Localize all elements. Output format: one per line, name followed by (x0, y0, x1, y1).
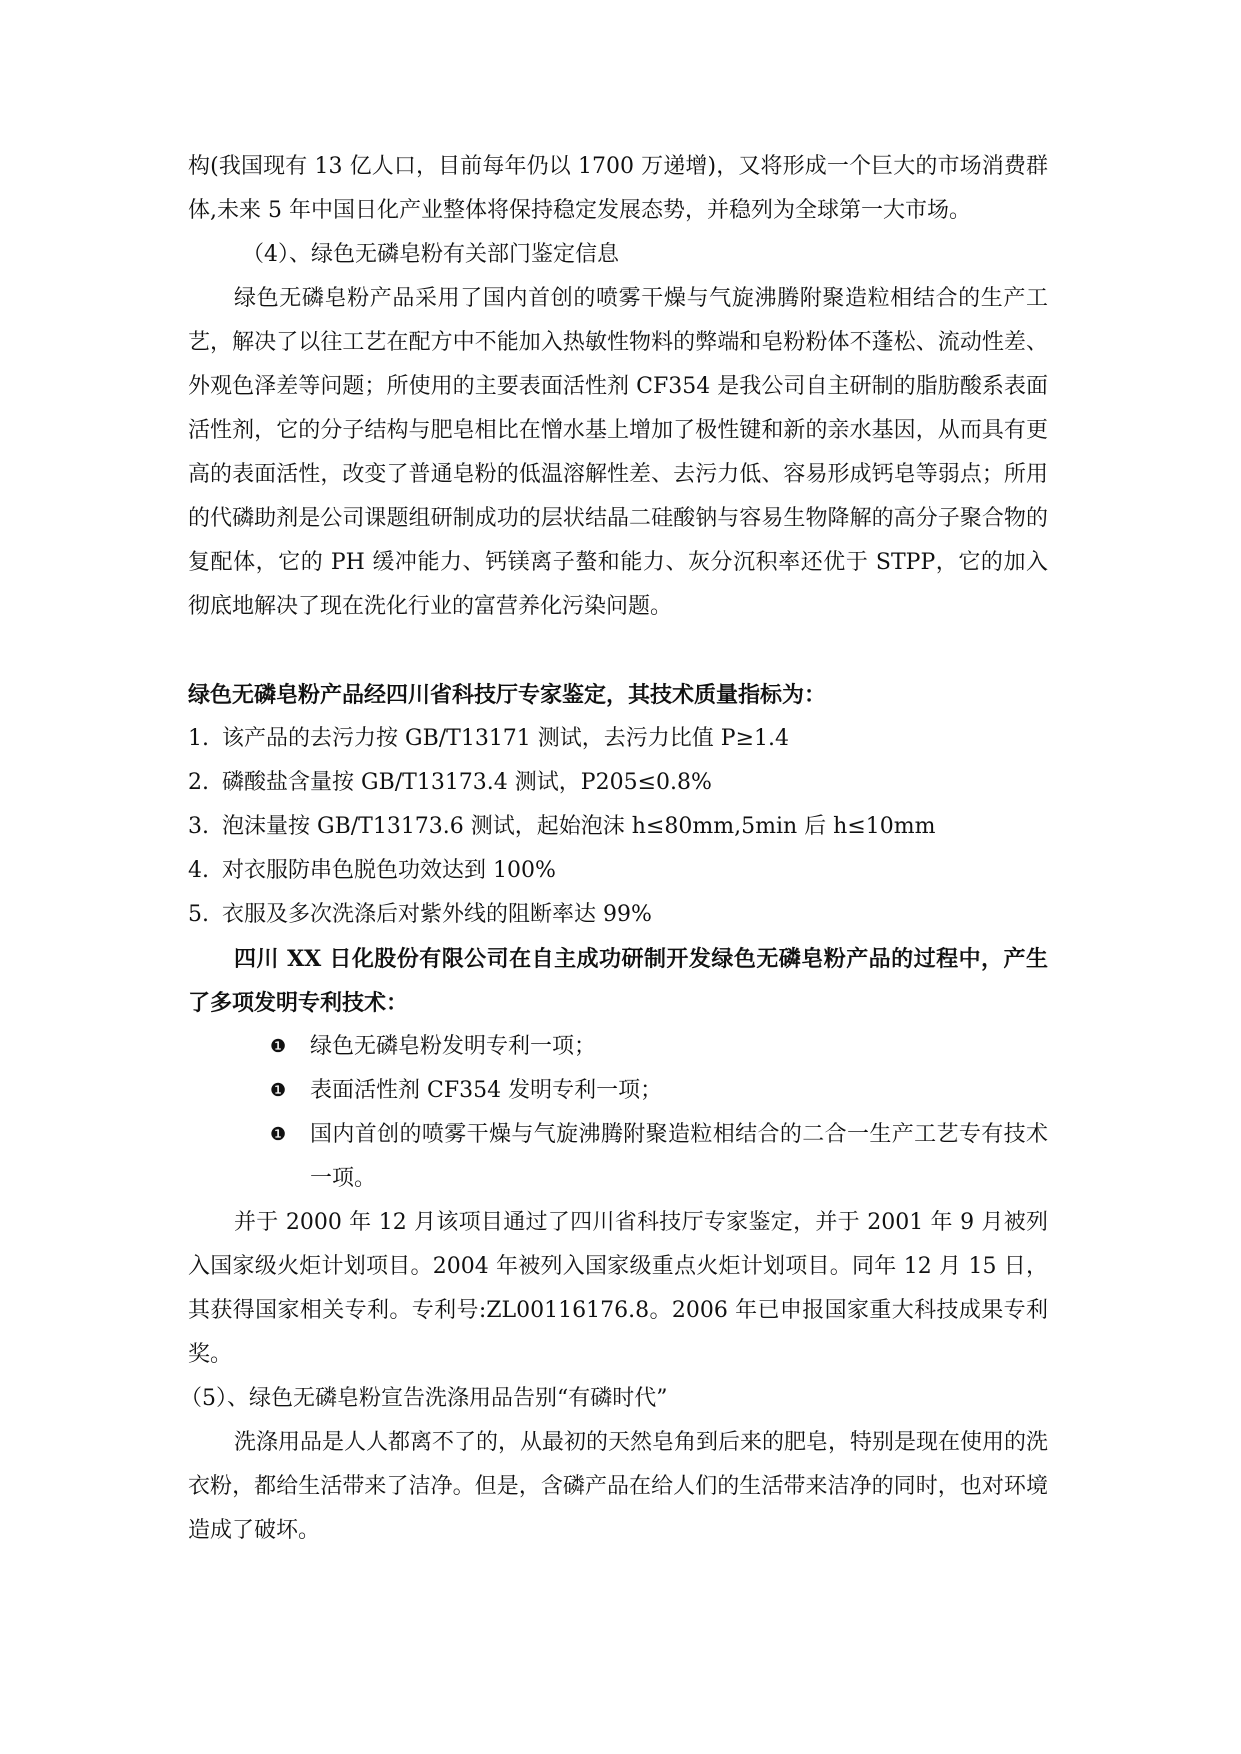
bullet-text: 绿色无磷皂粉发明专利一项； (310, 1034, 597, 1059)
bold-heading-indicators: 绿色无磷皂粉产品经四川省科技厅专家鉴定，其技术质量指标为： (188, 682, 827, 708)
list-number: 2. (188, 770, 209, 795)
paragraph-certification: 并于 2000 年 12 月该项目通过了四川省科技厅专家鉴定，并于 2001 年 9 月被列入国家级火炬计划项目。2004 年被列入国家级重点火炬计划项目。同年 12 月 15 日，其获得国家相关专利。专利号:ZL00116176.8。2006 年已申报国家重大科技成果专利奖。 (188, 1210, 1048, 1367)
list-item (188, 849, 1048, 893)
list-text: 该产品的去污力按 GB/T13171 测试，去污力比值 P≥1.4 (222, 726, 790, 751)
list-text: 衣服及多次洗涤后对紫外线的阻断率达 99% (222, 902, 652, 927)
list-number: 3. (188, 814, 209, 839)
bold-paragraph-patents: 四川 XX 日化股份有限公司在自主成功研制开发绿色无磷皂粉产品的过程中，产生了多项发明专利技术： (188, 946, 1048, 1016)
list-item (188, 893, 1048, 937)
bullet-item (188, 1069, 1048, 1113)
paragraph-market: 构(我国现有 13 亿人口，目前每年仍以 1700 万递增)，又将形成一个巨大的市场消费群体,未来 5 年中国日化产业整体将保持稳定发展态势，并稳列为全球第一大市场。 (188, 154, 1048, 223)
list-number: 4. (188, 858, 209, 883)
paragraph-detergent: 洗涤用品是人人都离不了的，从最初的天然皂角到后来的肥皂，特别是现在使用的洗衣粉，都给生活带来了洁净。但是，含磷产品在给人们的生活带来洁净的同时，也对环境造成了破坏。 (188, 1430, 1049, 1543)
bullet-item (188, 1113, 1048, 1201)
section-heading-4: （4）、绿色无磷皂粉有关部门鉴定信息 (242, 242, 619, 267)
bullet-icon: ❶ (270, 1036, 287, 1057)
bullet-item (188, 1025, 1048, 1069)
bullet-list (188, 1025, 1048, 1201)
list-number: 5. (188, 902, 209, 927)
list-item (188, 761, 1048, 805)
list-text: 泡沫量按 GB/T13173.6 测试，起始泡沫 h≤80mm,5min 后 h≤10mm (222, 814, 936, 839)
list-number: 1. (188, 726, 209, 751)
paragraph-process: 绿色无磷皂粉产品采用了国内首创的喷雾干燥与气旋沸腾附聚造粒相结合的生产工艺，解决了以往工艺在配方中不能加入热敏性物料的弊端和皂粉粉体不蓬松、流动性差、外观色泽差等问题；所使用的主要表面活性剂 CF354 是我公司自主研制的脂肪酸系表面活性剂，它的分子结构与肥皂相比在憎水基上增加了极性键和新的亲水基因，从而具有更高的表面活性，改变了普通皂粉的低温溶解性差、去污力低、容易形成钙皂等弱点；所用的代磷助剂是公司课题组研制成功的层状结晶二硅酸钠与容易生物降解的高分子聚合物的复配体，它的 PH 缓冲能力、钙镁离子螯和能力、灰分沉积率还优于 STPP，它的加入彻底地解决了现在洗化行业的富营养化污染问题。 (188, 286, 1048, 619)
bullet-icon: ❶ (270, 1080, 287, 1101)
bullet-text: 国内首创的喷雾干燥与气旋沸腾附聚造粒相结合的二合一生产工艺专有技术一项。 (310, 1122, 1048, 1191)
list-item (188, 805, 1048, 849)
section-heading-5: （5）、绿色无磷皂粉宣告洗涤用品告别“有磷时代” (180, 1386, 668, 1411)
bullet-text: 表面活性剂 CF354 发明专利一项； (310, 1078, 663, 1103)
list-text: 对衣服防串色脱色功效达到 100% (222, 858, 556, 883)
blank-line (188, 629, 1048, 673)
document-page (180, 145, 1049, 1553)
numbered-list (188, 717, 1048, 937)
bullet-icon: ❶ (270, 1124, 287, 1145)
list-item (188, 717, 1048, 761)
list-text: 磷酸盐含量按 GB/T13173.4 测试，P205≤0.8% (222, 770, 712, 795)
